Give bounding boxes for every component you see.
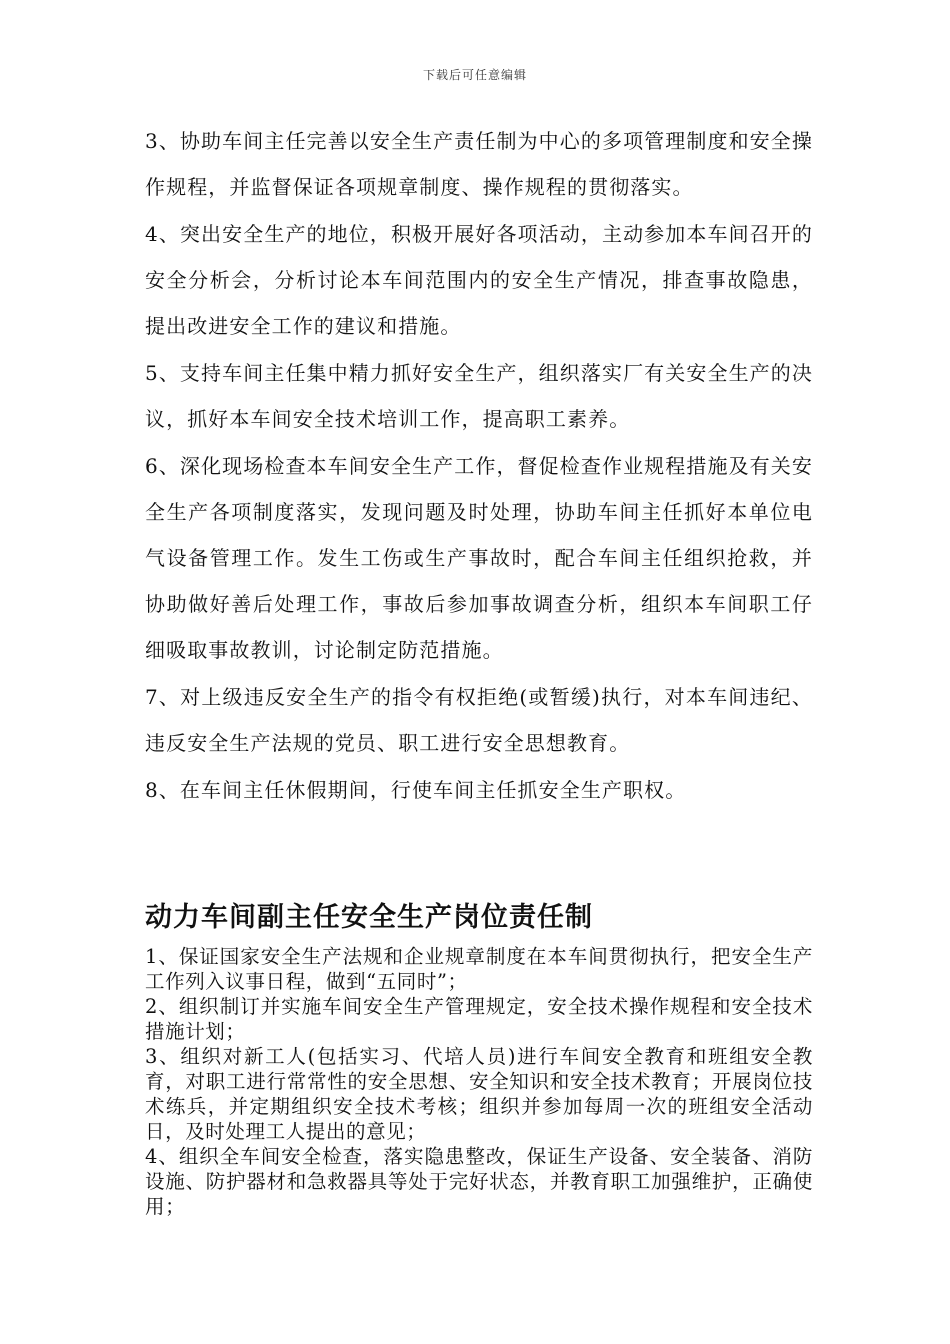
paragraph-item-4: 4、突出安全生产的地位，积极开展好各项活动，主动参加本车间召开的安全分析会，分析讨论本车间范围内的安全生产情况，排查事故隐患，提出改进安全工作的建议和措施。 (145, 222, 813, 338)
paragraph-item-5: 5、支持车间主任集中精力抓好安全生产，组织落实厂有关安全生产的决议，抓好本车间安全技术培训工作，提高职工素养。 (145, 361, 813, 431)
deputy-director-section (145, 898, 813, 1219)
duty-item-3: 3、组织对新工人(包括实习、代培人员)进行车间安全教育和班组安全教育，对职工进行常常性的安全思想、安全知识和安全技术教育；开展岗位技术练兵，并定期组织安全技术考核；组织并参加每周一次的班组安全活动日，及时处理工人提出的意见； (145, 1045, 813, 1143)
header-note: 下载后可任意编辑 (422, 68, 527, 82)
paragraph-item-3: 3、协助车间主任完善以安全生产责任制为中心的多项管理制度和安全操作规程，并监督保证各项规章制度、操作规程的贯彻落实。 (145, 129, 813, 199)
duty-item-4: 4、组织全车间安全检查，落实隐患整改，保证生产设备、安全装备、消防设施、防护器材和急救器具等处于完好状态，并教育职工加强维护，正确使用； (145, 1145, 813, 1218)
paragraph-item-7: 7、对上级违反安全生产的指令有权拒绝(或暂缓)执行，对本车间违纪、违反安全生产法规的党员、职工进行安全思想教育。 (145, 685, 813, 755)
responsibilities-continued (145, 118, 813, 814)
paragraph-item-6: 6、深化现场检查本车间安全生产工作，督促检查作业规程措施及有关安全生产各项制度落实，发现问题及时处理，协助车间主任抓好本单位电气设备管理工作。发生工伤或生产事故时，配合车间主任组织抢救，并协助做好善后处理工作，事故后参加事故调查分析，组织本车间职工仔细吸取事故教训，讨论制定防范措施。 (145, 454, 813, 662)
paragraph-item-8: 8、在车间主任休假期间，行使车间主任抓安全生产职权。 (145, 778, 687, 802)
duty-item-2: 2、组织制订并实施车间安全生产管理规定，安全技术操作规程和安全技术措施计划； (145, 995, 813, 1043)
duty-item-1: 1、保证国家安全生产法规和企业规章制度在本车间贯彻执行，把安全生产工作列入议事日程，做到“五同时”； (145, 945, 813, 993)
section-title: 动力车间副主任安全生产岗位责任制 (145, 902, 593, 933)
